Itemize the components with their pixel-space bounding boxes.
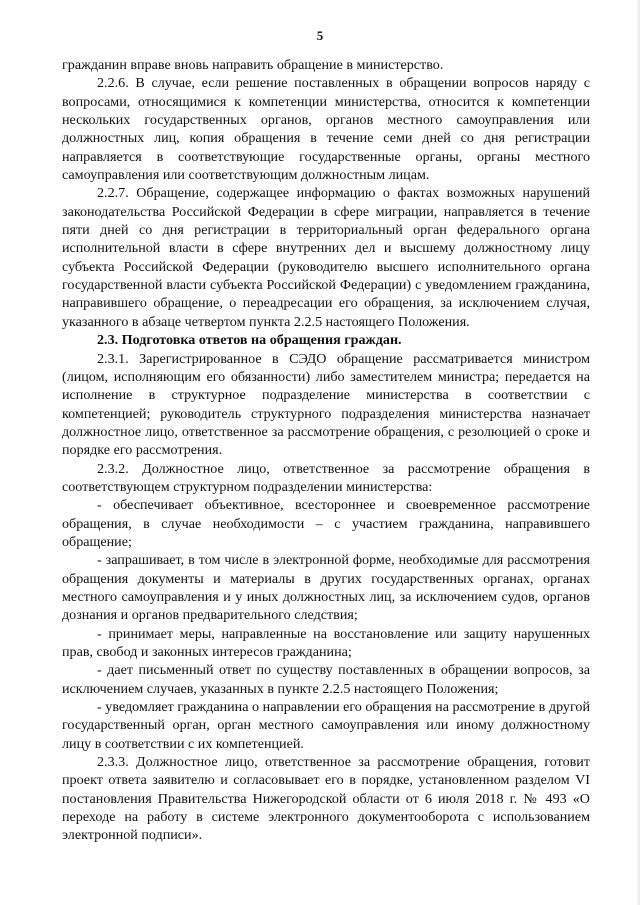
section-heading-2-3: 2.3. Подготовка ответов на обращения граждан. [97,332,402,349]
document-body [62,56,590,845]
list-item: - запрашивает, в том числе в электронной форме, необходимые для рассмотрения обращения документы и материалы в других государственных органах, органах местного самоуправления и у иных должностных лиц, за исключением судов, органов дознания и органов предварительного следствия; [62,552,590,624]
paragraph-2-2-6: 2.2.6. В случае, если решение поставленных в обращении вопросов наряду с вопросами, относящимися к компетенции министерства, относится к компетенции нескольких государственных органов, органов местного самоуправления или должностных лиц, копия обращения в течение семи дней со дня регистрации направляется в соответствующие государственные органы, органы местного самоуправления или соответствующим должностным лицам. [62,75,590,184]
paragraph-2-3-2: 2.3.2. Должностное лицо, ответственное за рассмотрение обращения в соответствующем структурном подразделении министерства: [62,460,590,495]
scan-edge-shadow [636,0,640,905]
list-item: - принимает меры, направленные на восстановление или защиту нарушенных прав, свобод и законных интересов гражданина; [62,625,590,660]
paragraph-2-2-7: 2.2.7. Обращение, содержащее информацию о фактах возможных нарушений законодательства Российской Федерации в сфере миграции, направляется в течение пяти дней со дня регистрации в территориальный орган федерального органа исполнительной власти в сфере внутренних дел и высшему должностному лицу субъекта Российской Федерации (руководителю высшего исполнительного органа государственной власти субъекта Российской Федерации) с уведомлением гражданина, направившего обращение, о переадресации его обращения, за исключением случая, указанного в абзаце четвертом пункта 2.2.5 настоящего Положения. [62,185,590,330]
paragraph-continuation: гражданин вправе вновь направить обращение в министерство. [62,57,444,73]
paragraph-2-3-1: 2.3.1. Зарегистрированное в СЭДО обращение рассматривается министром (лицом, исполняющим его обязанности) либо заместителем министра; передается на исполнение в структурное подразделение министерства в соответствии с компетенцией; руководитель структурного подразделения министерства назначает должностное лицо, ответственное за рассмотрение обращения, с резолюцией о сроке и порядке его рассмотрения. [62,350,590,459]
page-number: 5 [316,28,324,43]
paragraph-2-3-3: 2.3.3. Должностное лицо, ответственное за рассмотрение обращения, готовит проект ответа заявителю и согласовывает его в порядке, установленном разделом VI постановления Правительства Нижегородской области от 6 июля 2018 г. № 493 «О переходе на работу в системе электронного документооборота с использованием электронной подписи». [62,754,590,844]
list-item: - обеспечивает объективное, всестороннее и своевременное рассмотрение обращения, в случае необходимости – с участием гражданина, направившего обращение; [62,497,590,550]
list-item: - уведомляет гражданина о направлении его обращения на рассмотрение в другой государственный орган, орган местного самоуправления или иному должностному лицу в соответствии с их компетенцией. [62,699,590,752]
list-item: - дает письменный ответ по существу поставленных в обращении вопросов, за исключением случаев, указанных в пункте 2.2.5 настоящего Положения; [62,662,590,697]
